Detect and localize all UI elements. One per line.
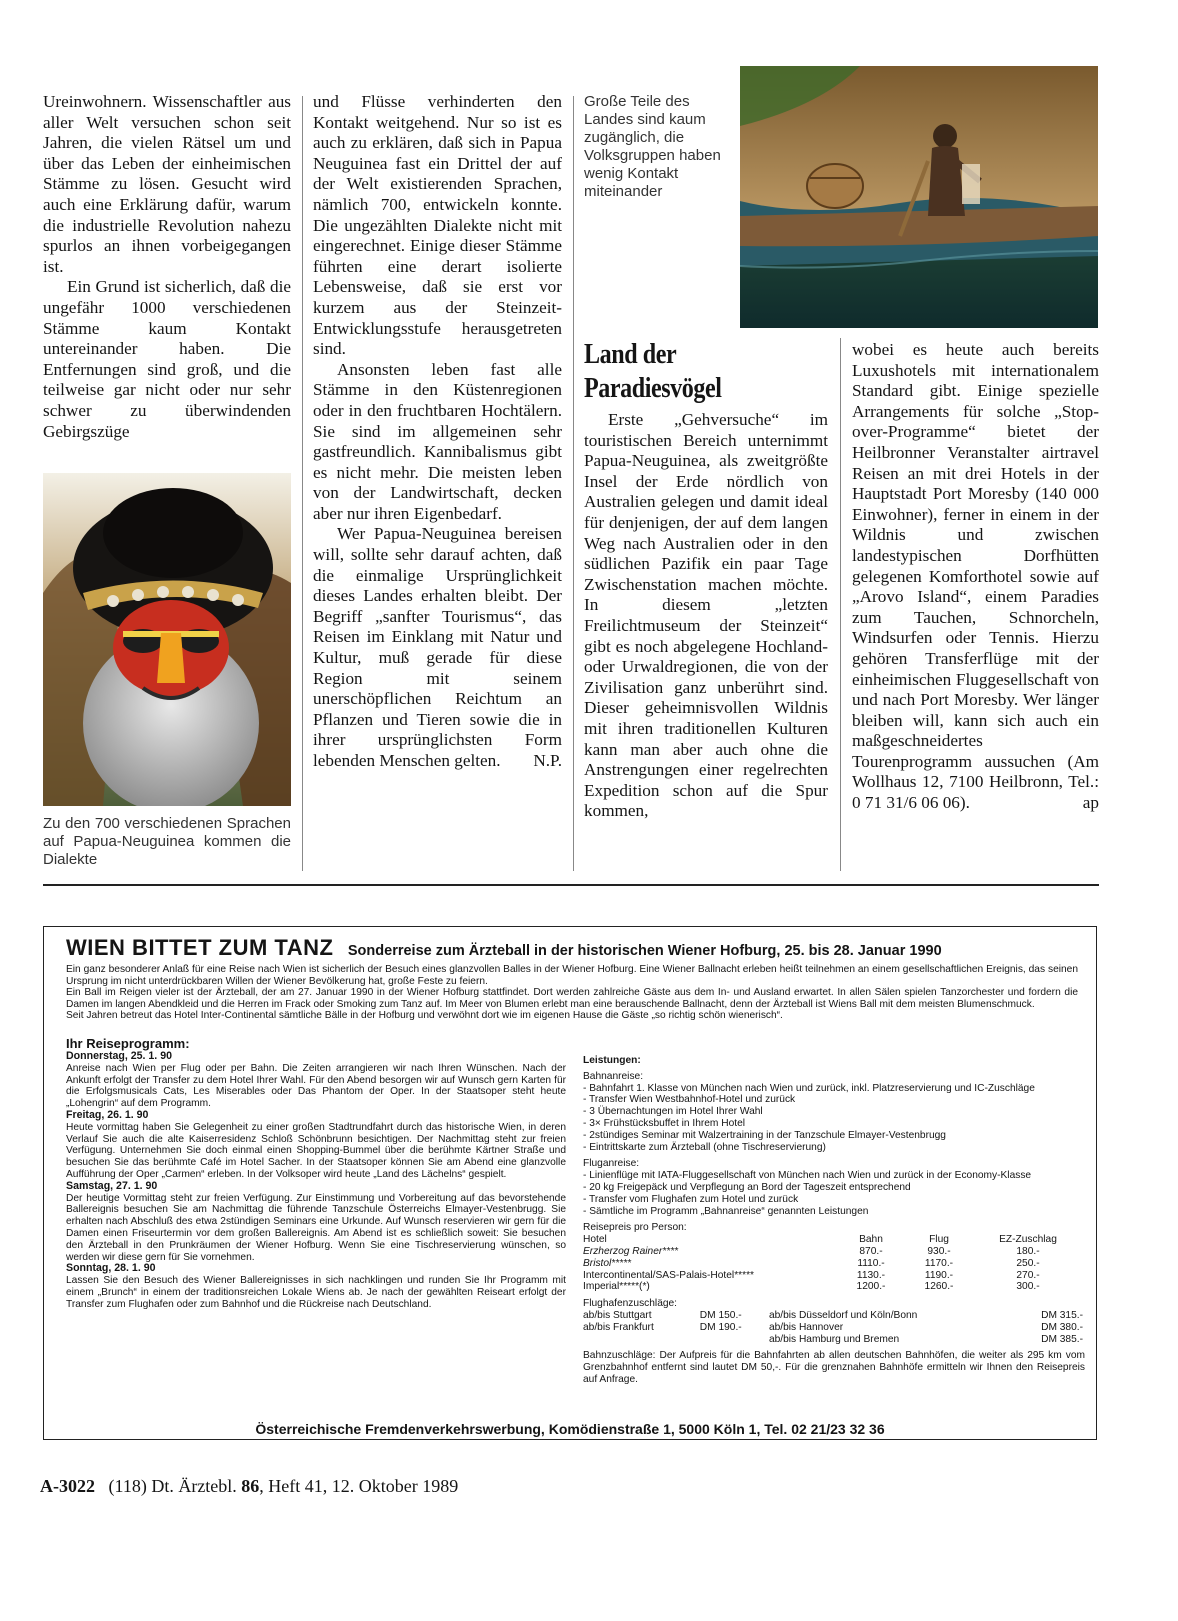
article-column-3 [584, 410, 828, 822]
program-day-title: Samstag, 27. 1. 90 [66, 1179, 158, 1192]
rail-surcharge-note: Bahnzuschläge: Der Aufpreis für die Bahnfahrten ab allen deutschen Bahnhöfen, die weiter als 295 km vom Grenzbahnhof entfernt sind lautet DM 50,-. Für die grenznahen Bahnhöfe ermitteln wir Ihnen den Reisepreis auf Anfrage. [583, 1350, 1085, 1385]
services-and-prices [583, 1055, 1085, 1386]
table-header: Hotel [583, 1234, 607, 1246]
table-cell: 1260.- [924, 1281, 954, 1293]
author-initials: N.P. [533, 751, 562, 770]
column-divider [302, 96, 303, 871]
table-cell: Bristol***** [583, 1257, 632, 1269]
flight-heading: Fluganreise: [583, 1158, 640, 1170]
article-paragraph: Erste „Gehversuche“ im touristischen Bereich unternimmt Papua-Neuguinea, als zweitgrößte Insel der Erde nördlich von Australien gelegen und damit ideal für denjenigen, der auf dem langen Weg nach Australien oder in den südlichen Pazifik ein paar Tage Zwischenstation machen möchte. In diesem „letzten Freilichtmuseum der Steinzeit“ gibt es noch abgelegene Hochland- oder Urwaldregionen, die von der Zivilisation ganz unberührt sind. Dieser geheimnisvollen Wildnis mit ihren traditionellen Kulturen kann man aber auch ohne die Anstrengungen einer regelrechten Expedition schon auf die Spur kommen, [584, 410, 828, 821]
table-header: Bahn [859, 1234, 883, 1246]
table-header: Flug [929, 1234, 949, 1246]
ad-intro-paragraph: Ein ganz besonderer Anlaß für eine Reise nach Wien ist sicherlich der Besuch eines glanzvollen Balles in der Wiener Hofburg. Eine Wiener Ballnacht erleben heißt teilnehmen an einem gesellschaftlichen Ereignis, das seinen Ursprung im nicht unterdrückbaren Willen der Wiener Bevölkerung hat, große Feste zu feiern. [66, 964, 1078, 987]
list-item: - 3× Frühstücksbuffet in Ihrem Hotel [583, 1117, 746, 1129]
table-cell: 270.- [1016, 1269, 1040, 1281]
table-cell: 930.- [927, 1245, 951, 1257]
table-cell: 1110.- [857, 1257, 885, 1269]
table-cell: 250.- [1016, 1257, 1040, 1269]
table-cell: DM 380.- [1041, 1321, 1083, 1333]
column-divider [840, 338, 841, 871]
program-day-text: Der heutige Vormittag steht zur freien Verfügung. Zur Einstimmung und Vorbereitung auf das bevorstehende Ballereignis besuchen Sie am Nachmittag die führende Tanzschule Österreichs Elmayer-Vestenbrugg. Sie erhalten nach Abschluß des etwa 2stündigen Seminars eine Urkunde. Auf Wunsch reservieren wir gern für die Damen einen Friseurtermin vor dem großen Ballereignis. Am Abend ist es schließlich soweit: Sie besuchen den Ärzteball in den Prunkräumen der Wiener Hofburg. Wenn Sie eine Tischreservierung wünschen, so werden wir diese gern für Sie vornehmen. [66, 1192, 566, 1263]
table-cell: 300.- [1016, 1281, 1040, 1293]
article-paragraph: Ansonsten leben fast alle Stämme in den Küstenregionen oder in den fruchtbaren Hochtälern. Sie sind im allgemeinen sehr gastfreundlich. Kannibalismus gibt es nicht mehr. Die meisten leben von der Landwirtschaft, decken aber nur ihren Eigenbedarf. [313, 359, 562, 523]
article-paragraph: und Flüsse verhinderten den Kontakt weitgehend. Nur so ist es auch zu erklären, daß sich in Papua Neuguinea fast ein Drittel der auf der Welt existierenden Sprachen, nämlich 700, entwickeln konnte. Die ungezählten Dialekte nicht mit eingerechnet. Einige dieser Stämme führten eine derart isolierte Lebensweise, daß sie erst vor kurzem aus der Steinzeit-Entwicklungsstufe herausgetreten sind. [313, 92, 562, 359]
list-item: - Linienflüge mit IATA-Fluggesellschaft von München nach Wien und zurück in der Economy-Klasse [583, 1170, 1032, 1182]
table-cell: DM 315.- [1041, 1309, 1083, 1321]
page-number: A-3022 [40, 1476, 95, 1496]
table-cell: Erzherzog Rainer**** [583, 1245, 679, 1257]
section-divider [43, 884, 1099, 886]
article-paragraph: Ein Grund ist sicherlich, daß die ungefähr 1000 verschiedenen Stämme kaum Kontakt untereinander haben. Die Entfernungen sind groß, und die teilweise gar nicht oder nur sehr schwer zu überwindenden Gebirgszüge [43, 277, 291, 441]
services-heading: Leistungen: [583, 1055, 641, 1066]
list-item: - Sämtliche im Programm „Bahnanreise“ genannten Leistungen [583, 1205, 869, 1217]
ad-subtitle: Sonderreise zum Ärzteball in der historischen Wiener Hofburg, 25. bis 28. Januar 1990 [347, 943, 942, 959]
program-day-title: Freitag, 26. 1. 90 [66, 1108, 149, 1121]
program-heading: Ihr Reiseprogramm: [66, 1036, 190, 1051]
airport-surcharge-heading: Flughafenzuschläge: [583, 1298, 678, 1310]
list-item: - Bahnfahrt 1. Klasse von München nach Wien und zurück, inkl. Platzreservierung und IC-Zuschläge [583, 1082, 1035, 1094]
table-row [583, 1270, 1083, 1282]
article-headline: Land der Paradiesvögel [584, 339, 722, 404]
ad-intro-paragraph: Seit Jahren betreut das Hotel Inter-Continental sämtliche Bälle in der Hofburg und verwöhnt dort wie im eigenen Hause die Gäste „so richtig schön wienerisch“. [66, 1010, 783, 1022]
price-table [583, 1234, 1083, 1293]
ad-contact-footer: Österreichische Fremdenverkehrswerbung, Komödienstraße 1, 5000 Köln 1, Tel. 02 21/23 32 36 [255, 1421, 885, 1437]
program-day-title: Sonntag, 28. 1. 90 [66, 1262, 156, 1275]
list-item: - 3 Übernachtungen im Hotel Ihrer Wahl [583, 1106, 763, 1118]
ad-intro [66, 964, 1078, 1022]
table-row [583, 1334, 1083, 1346]
article-paragraph-text: Wer Papua-Neuguinea bereisen will, sollte sehr darauf achten, daß die einmalige Ursprünglichkeit dieses Landes erhalten bleibt. Der Begriff „sanfter Tourismus“, das Reisen im Einklang mit Natur und Kultur, muß gerade für diese Region mit seinem unerschöpflichen Reichtum an Pflanzen und Tieren sowie die in ihrer ursprünglichsten Form lebenden Menschen gelten. [313, 524, 562, 770]
warrior-photo-caption: Zu den 700 verschiedenen Sprachen auf Papua-Neuguinea kommen die Dialekte [43, 815, 291, 868]
list-item: - 2stündiges Seminar mit Walzertraining in der Tanzschule Elmayer-Vestenbrugg [583, 1129, 946, 1141]
rail-services-list [583, 1083, 1085, 1154]
column-divider [573, 96, 574, 871]
canoe-photo-illustration [740, 66, 1098, 328]
table-cell: DM 150.- [699, 1309, 742, 1321]
table-cell: 1190.- [924, 1269, 954, 1281]
table-cell: 180.- [1016, 1245, 1040, 1257]
list-item: - Eintrittskarte zum Ärzteball (ohne Tischreservierung) [583, 1141, 826, 1153]
table-cell: 1130.- [856, 1269, 886, 1281]
table-cell: ab/bis Hamburg und Bremen [768, 1333, 900, 1345]
price-heading: Reisepreis pro Person: [583, 1222, 687, 1234]
journal-volume: 86 [241, 1476, 260, 1496]
ad-title: WIEN BITTET ZUM TANZ [66, 935, 334, 960]
travel-program [66, 1036, 566, 1311]
table-row [583, 1310, 1083, 1322]
table-cell: 1170.- [924, 1257, 954, 1269]
program-day-text: Anreise nach Wien per Flug oder per Bahn. Die Zeiten arrangieren wir nach Ihren Wünschen. Nach der Ankunft erfolgt der Transfer zu dem Hotel Ihrer Wahl. Für den Abend besorgen wir auf Wunsch gern Karten für die Erfolgsmusicals Cats, Les Miserables oder Das Phantom der Oper. In der Staatsoper steht heute „Lohengrin“ auf dem Programm. [66, 1062, 566, 1110]
author-initials: ap [1082, 793, 1099, 813]
photo-highland-warrior [43, 473, 291, 806]
ad-header [66, 935, 1086, 961]
table-cell [583, 1334, 700, 1346]
table-row [583, 1322, 1083, 1334]
issue-date: , Heft 41, 12. Oktober 1989 [259, 1476, 459, 1496]
table-cell: 1200.- [856, 1281, 886, 1293]
article-column-2 [313, 92, 562, 772]
table-cell: Imperial*****(*) [583, 1281, 650, 1293]
ad-intro-paragraph: Ein Ball im Reigen vieler ist der Ärzteball, der am 27. Januar 1990 in der Wiener Hofburg stattfindet. Dort werden zahlreiche Gäste aus dem In- und Ausland erwartet. In allen Sälen spielen Tanzorchester und fordern die Damen im langen Abendkleid und die Herren im Frack oder Smoking zum Tanz auf. Im Meer von Blumen erlebt man eine berauschende Ballnacht, denn der Ärzteball ist Wiens Ball mit dem meisten Blumenschmuck. [66, 987, 1078, 1010]
article-paragraph: Ureinwohnern. Wissenschaftler aus aller Welt versuchen schon seit Jahren, die vielen Rätsel um und über das Leben der einheimischen Stämme zu lösen. Gesucht wird auch eine Erklärung dafür, warum die industrielle Revolution nahezu spurlos an ihnen vorbeigegangen ist. [43, 92, 291, 276]
rail-heading: Bahnanreise: [583, 1070, 644, 1082]
program-day-title: Donnerstag, 25. 1. 90 [66, 1050, 172, 1062]
table-header: EZ-Zuschlag [999, 1234, 1057, 1246]
article-column-1 [43, 92, 291, 442]
table-row [583, 1281, 1083, 1293]
airport-surcharge-table [583, 1310, 1083, 1345]
table-cell: Intercontinental/SAS-Palais-Hotel***** [583, 1269, 755, 1281]
list-item: - Transfer vom Flughafen zum Hotel und zurück [583, 1193, 799, 1205]
table-cell: ab/bis Hannover [768, 1321, 844, 1333]
program-day-text: Heute vormittag haben Sie Gelegenheit zu einer großen Stadtrundfahrt durch das historische Wien, in deren Verlauf Sie auch die alte Kaiserresidenz Schloß Schönbrunn besichtigen. Der Nachmittag steht zur freien Verfügung. Unternehmen Sie doch einmal einen Shopping-Bummel über die berühmte Kärtner Straße und besuchen Sie das berühmte Café im Hotel Sacher. In der Staatsoper können Sie am Abend eine glanzvolle Aufführung der Oper „Carmen“ erleben. In der Volksoper wird heute „Land des Lächelns“ gespielt. [66, 1121, 566, 1180]
table-cell: ab/bis Düsseldorf und Köln/Bonn [768, 1309, 918, 1321]
table-row [583, 1246, 1083, 1258]
warrior-photo-illustration [43, 473, 291, 806]
journal-name: (118) Dt. Ärztebl. [108, 1476, 237, 1496]
table-row [583, 1258, 1083, 1270]
article-paragraph [852, 340, 1099, 814]
article-paragraph [313, 524, 562, 771]
table-cell: DM 190.- [699, 1321, 742, 1333]
canoe-photo-caption: Große Teile des Landes sind kaum zugänglich, die Volksgruppen haben wenig Kontakt miteinander [584, 93, 721, 200]
table-cell: ab/bis Frankfurt [583, 1321, 654, 1333]
article-paragraph-text: wobei es heute auch bereits Luxushotels mit internationalem Standard gibt. Einige spezielle Arrangements für solche „Stop-over-Programme“ bietet der Heilbronner Veranstalter airtravel Reisen an mit drei Hotels in der Hauptstadt Port Moresby (140 000 Einwohner), ferner in einem in der Wildnis und zwischen landestypischen Dorfhütten gelegenen Komforthotel sowie auf „Arovo Island“, einem Paradies zum Tauchen, Schnorcheln, Windsurfen oder Tennis. Hierzu gehören Transferflüge mit der einheimischen Fluggesellschaft von und nach Port Moresby. Wer länger bleiben will, kann sich auch ein maßgeschneidertes Tourenprogramm aussuchen (Am Wollhaus 12, 7100 Heilbronn, Tel.: 0 71 31/6 06 06). [852, 340, 1099, 813]
photo-canoe-river [740, 66, 1098, 328]
flight-services-list [583, 1170, 1085, 1217]
article-column-4 [852, 340, 1099, 814]
table-cell: 870.- [859, 1245, 883, 1257]
list-item: - Transfer Wien Westbahnhof-Hotel und zurück [583, 1094, 796, 1106]
table-cell: ab/bis Stuttgart [583, 1309, 652, 1321]
vienna-ball-advertisement [43, 926, 1097, 1440]
table-header-row [583, 1234, 1083, 1246]
page-footer [40, 1476, 458, 1497]
table-cell [700, 1334, 769, 1346]
list-item: - 20 kg Freigepäck und Verpflegung an Bord der Tageszeit entsprechend [583, 1181, 911, 1193]
table-cell: DM 385.- [1041, 1333, 1083, 1345]
program-day-text: Lassen Sie den Besuch des Wiener Ballereignisses in sich nachklingen und runden Sie Ihr Programm mit einem „Brunch“ in einem der traditionsreichen Lokale Wiens ab. Je nach der gewählten Reiseart erfolgt der Transfer zum Flughafen oder zum Bahnhof und die Rückreise nach Deutschland. [66, 1275, 566, 1310]
